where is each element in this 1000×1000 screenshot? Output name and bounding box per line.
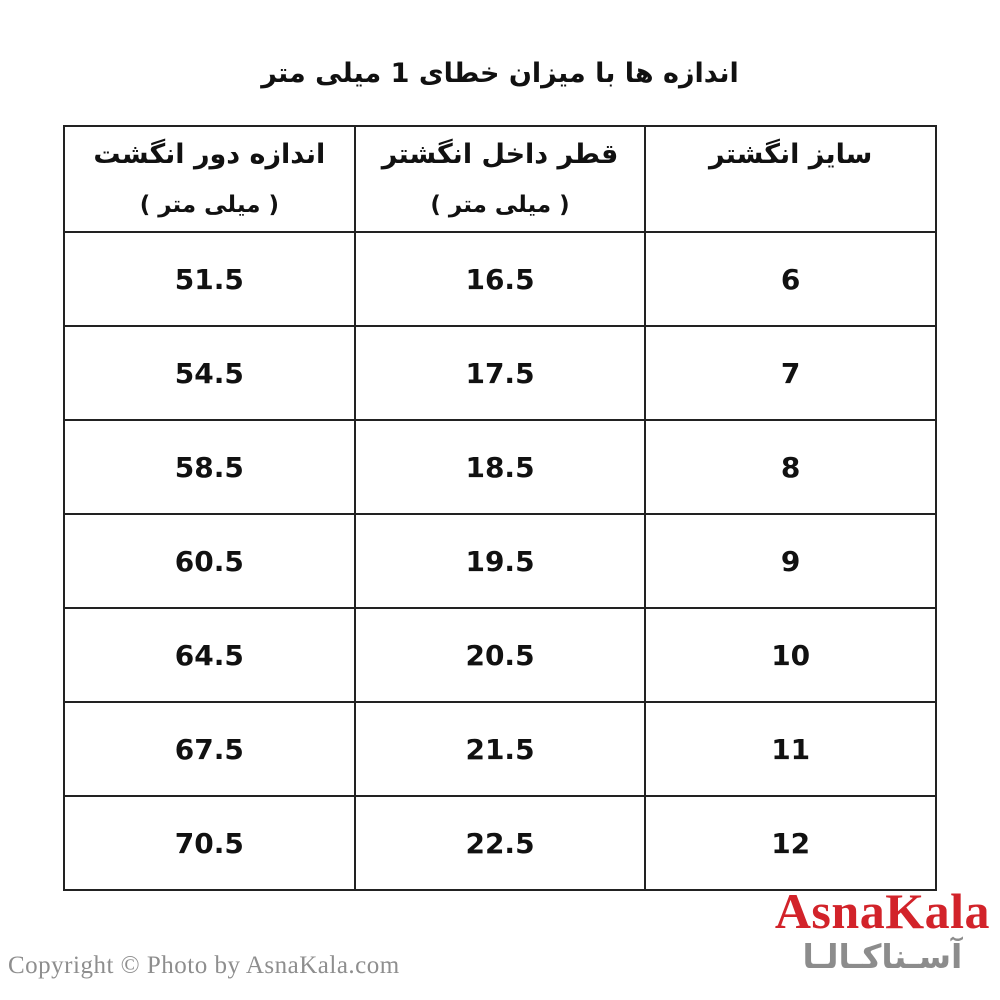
column-header-label: قطر داخل انگشتر: [381, 139, 619, 170]
page-title: اندازه ها با میزان خطای 1 میلی متر: [261, 58, 739, 89]
inner-diameter-value: 21.5: [355, 702, 646, 796]
finger-circumference-value: 58.5: [64, 420, 355, 514]
table-row: [64, 702, 936, 796]
ring-size-value: 10: [645, 608, 936, 702]
finger-circumference-value: 70.5: [64, 796, 355, 890]
copyright-text: Copyright © Photo by AsnaKala.com: [8, 952, 400, 979]
column-header-unit: ( میلی متر ): [139, 191, 279, 218]
table-row: [64, 420, 936, 514]
table-row: [64, 608, 936, 702]
logo-persian-text: آسـناکـالـا: [802, 937, 963, 976]
inner-diameter-value: 22.5: [355, 796, 646, 890]
inner-diameter-value: 20.5: [355, 608, 646, 702]
logo-latin-text: AsnaKala: [774, 883, 990, 939]
ring-size-value: 12: [645, 796, 936, 890]
finger-circumference-value: 67.5: [64, 702, 355, 796]
ring-size-value: 9: [645, 514, 936, 608]
ring-size-value: 6: [645, 232, 936, 326]
table-header-row: [64, 126, 936, 232]
table-row: [64, 796, 936, 890]
finger-circumference-value: 54.5: [64, 326, 355, 420]
ring-size-value: 8: [645, 420, 936, 514]
column-header-inner-diameter: [355, 126, 646, 232]
inner-diameter-value: 19.5: [355, 514, 646, 608]
ring-size-value: 11: [645, 702, 936, 796]
asnakala-logo: [774, 883, 990, 976]
ring-size-table: [63, 125, 937, 891]
finger-circumference-value: 60.5: [64, 514, 355, 608]
column-header-label: سایز انگشتر: [708, 139, 873, 170]
inner-diameter-value: 17.5: [355, 326, 646, 420]
column-header-finger-circumference: [64, 126, 355, 232]
column-header-unit: ( میلی متر ): [430, 191, 570, 218]
ring-size-value: 7: [645, 326, 936, 420]
finger-circumference-value: 51.5: [64, 232, 355, 326]
column-header-ring-size: [645, 126, 936, 232]
inner-diameter-value: 18.5: [355, 420, 646, 514]
table-row: [64, 326, 936, 420]
column-header-label: اندازه دور انگشت: [93, 139, 326, 170]
inner-diameter-value: 16.5: [355, 232, 646, 326]
table-row: [64, 514, 936, 608]
finger-circumference-value: 64.5: [64, 608, 355, 702]
table-row: [64, 232, 936, 326]
